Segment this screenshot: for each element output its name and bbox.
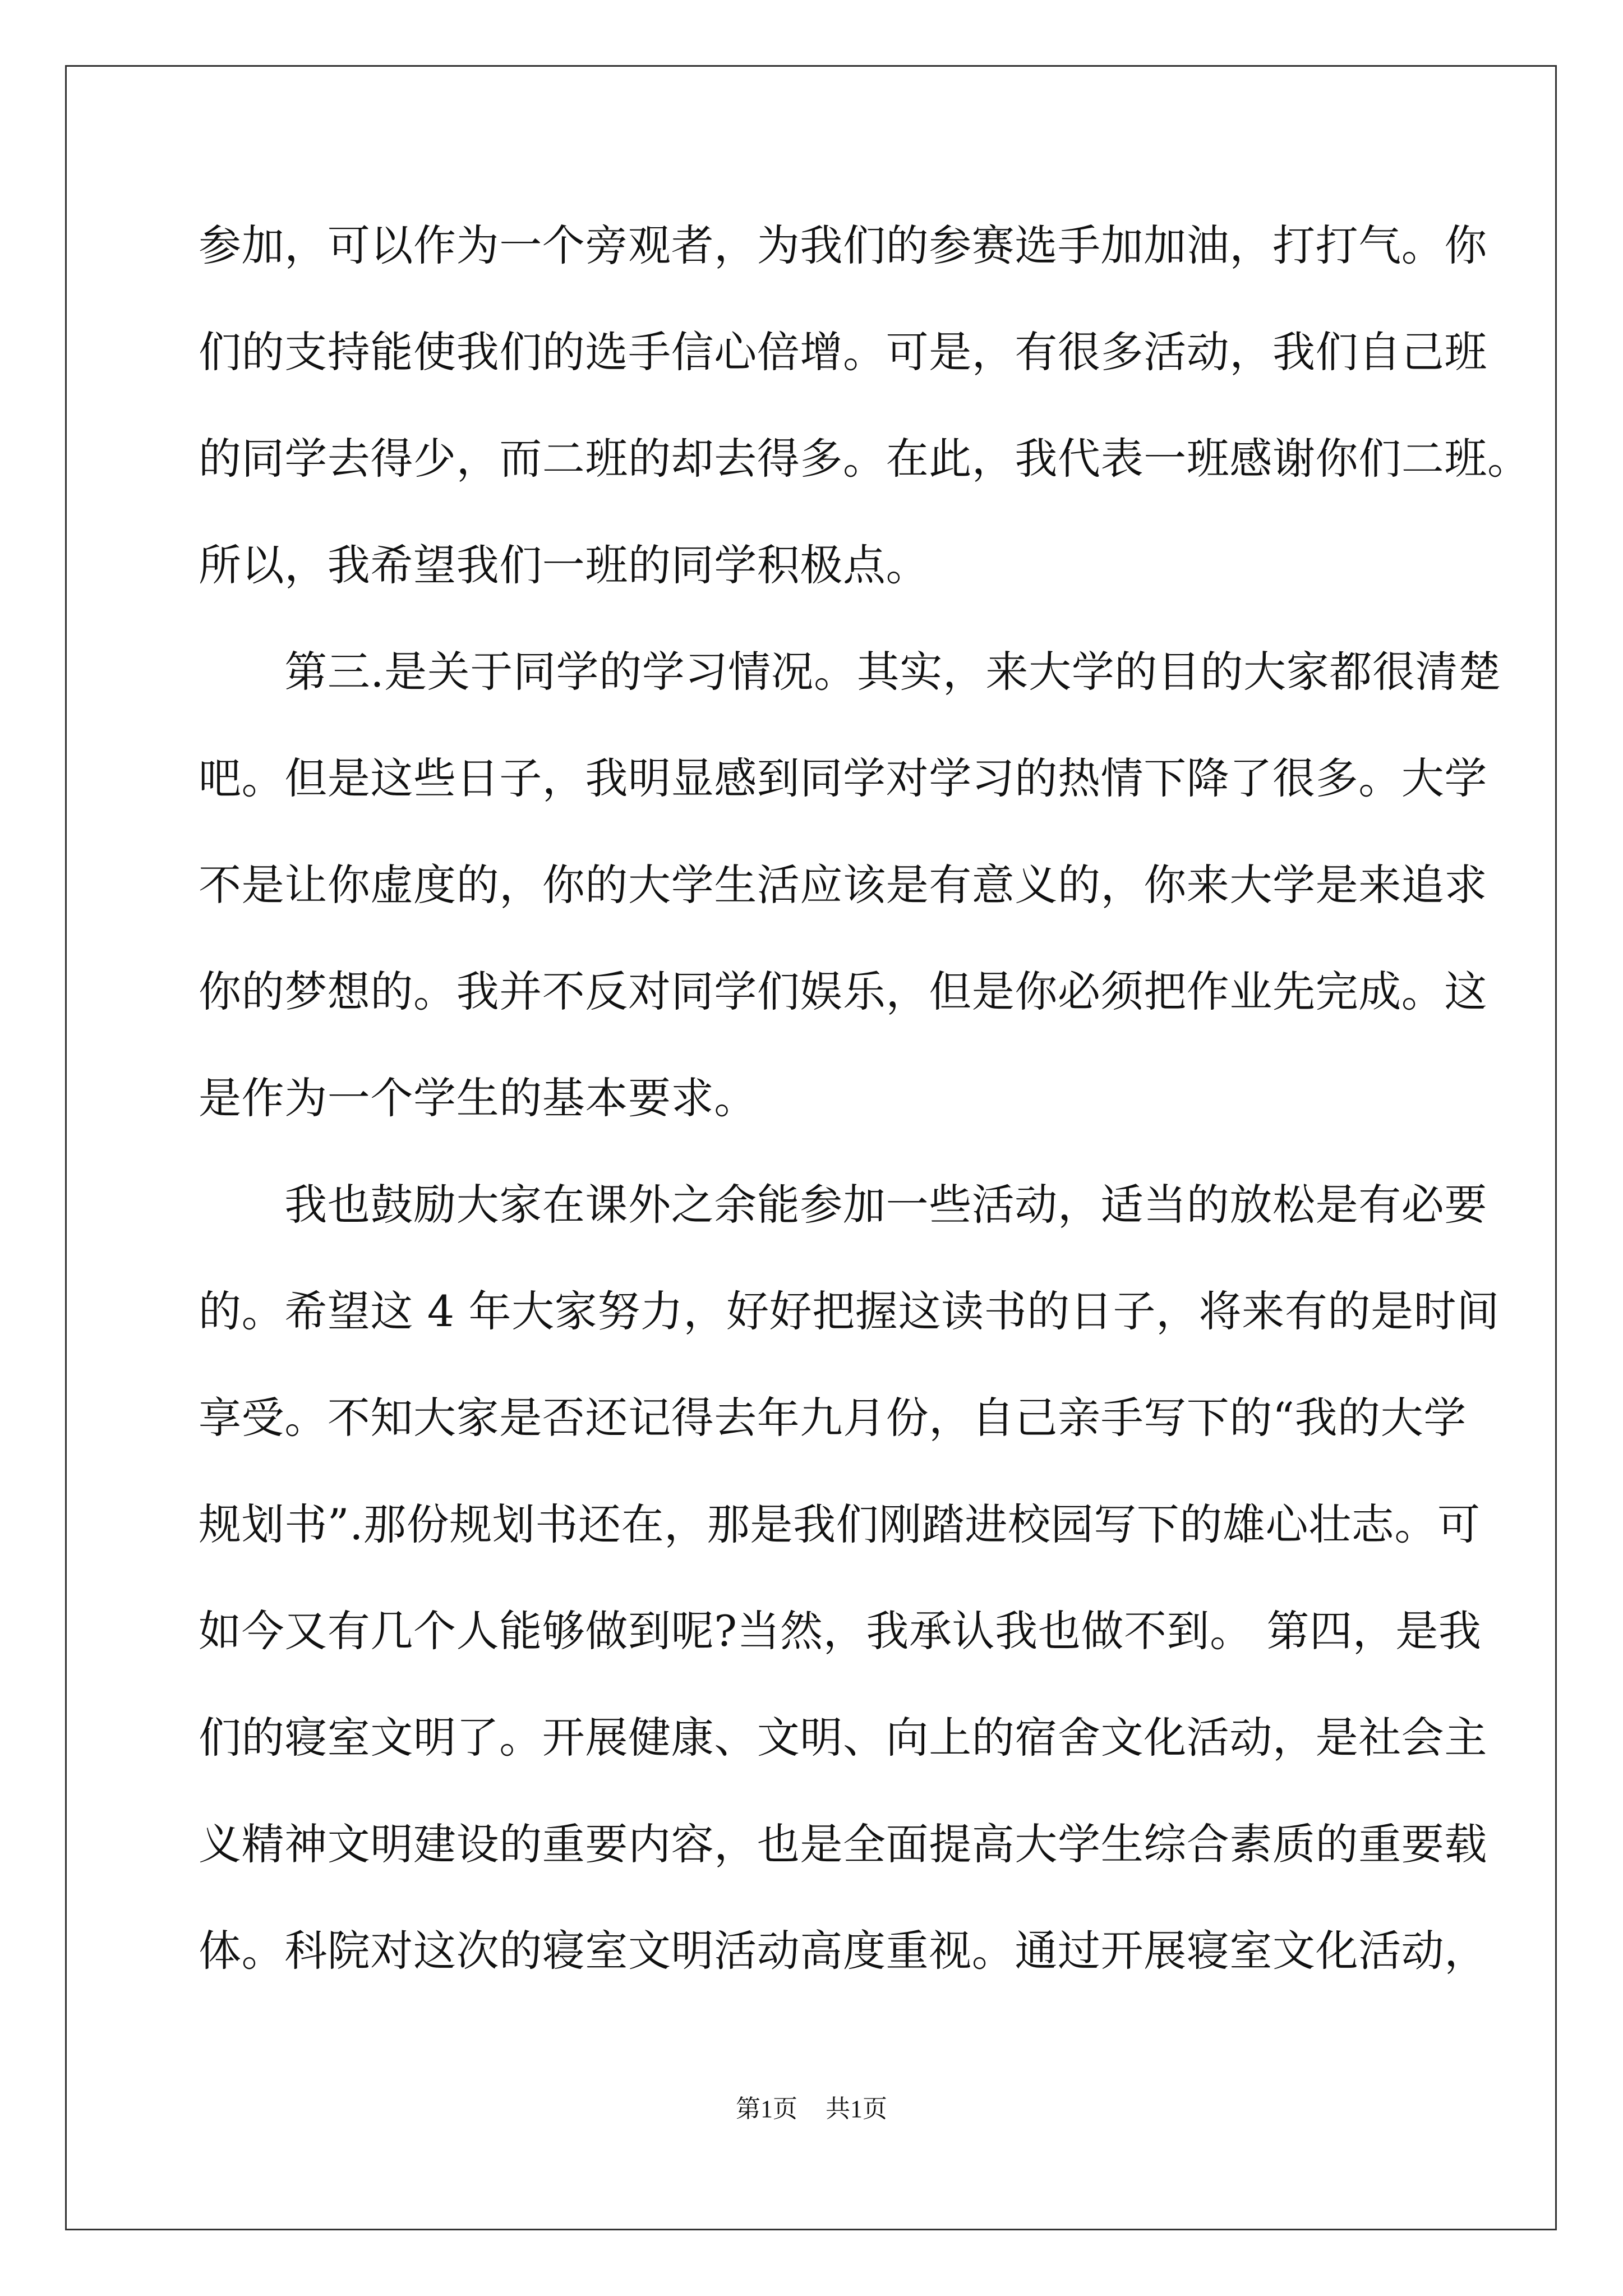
text-line: 享受。不知大家是否还记得去年九月份，自己亲手写下的“我的大学 bbox=[199, 1393, 1467, 1443]
text-line: 们的支持能使我们的选手信心倍增。可是，有很多活动，我们自己班 bbox=[199, 327, 1487, 377]
text-line: 所以，我希望我们一班的同学积极点。 bbox=[199, 540, 929, 590]
text-line: 参加，可以作为一个旁观者，为我们的参赛选手加加油，打打气。你 bbox=[199, 220, 1487, 270]
text-line: 们的寝室文明了。开展健康、文明、向上的宿舍文化活动，是社会主 bbox=[199, 1713, 1487, 1763]
text-line: 体。科院对这次的寝室文明活动高度重视。通过开展寝室文化活动， bbox=[199, 1926, 1487, 1976]
page-footer bbox=[0, 2092, 1623, 2126]
text-line: 不是让你虚度的，你的大学生活应该是有意义的，你来大学是来追求 bbox=[199, 860, 1487, 910]
text-line: 你的梦想的。我并不反对同学们娱乐，但是你必须把作业先完成。这 bbox=[199, 967, 1487, 1016]
page-number: 第1页 bbox=[736, 2095, 797, 2123]
page-total: 共1页 bbox=[826, 2095, 887, 2123]
text-line: 义精神文明建设的重要内容，也是全面提高大学生综合素质的重要载 bbox=[199, 1819, 1487, 1869]
text-line: 我也鼓励大家在课外之余能参加一些活动，适当的放松是有必要 bbox=[199, 1180, 1487, 1230]
text-line: 是作为一个学生的基本要求。 bbox=[199, 1073, 757, 1123]
text-line: 第三.是关于同学的学习情况。其实，来大学的目的大家都很清楚 bbox=[199, 647, 1501, 697]
text-line: 的同学去得少，而二班的却去得多。在此，我代表一班感谢你们二班。 bbox=[199, 434, 1530, 484]
text-line: 的。希望这 4 年大家努力，好好把握这读书的日子，将来有的是时间 bbox=[199, 1286, 1500, 1336]
text-line: 如今又有几个人能够做到呢?当然，我承认我也做不到。 第四，是我 bbox=[199, 1606, 1482, 1656]
text-line: 规划书”.那份规划书还在，那是我们刚踏进校园写下的雄心壮志。可 bbox=[199, 1499, 1481, 1549]
text-line: 吧。但是这些日子，我明显感到同学对学习的热情下降了很多。大学 bbox=[199, 753, 1487, 803]
page-border bbox=[65, 65, 1557, 2230]
